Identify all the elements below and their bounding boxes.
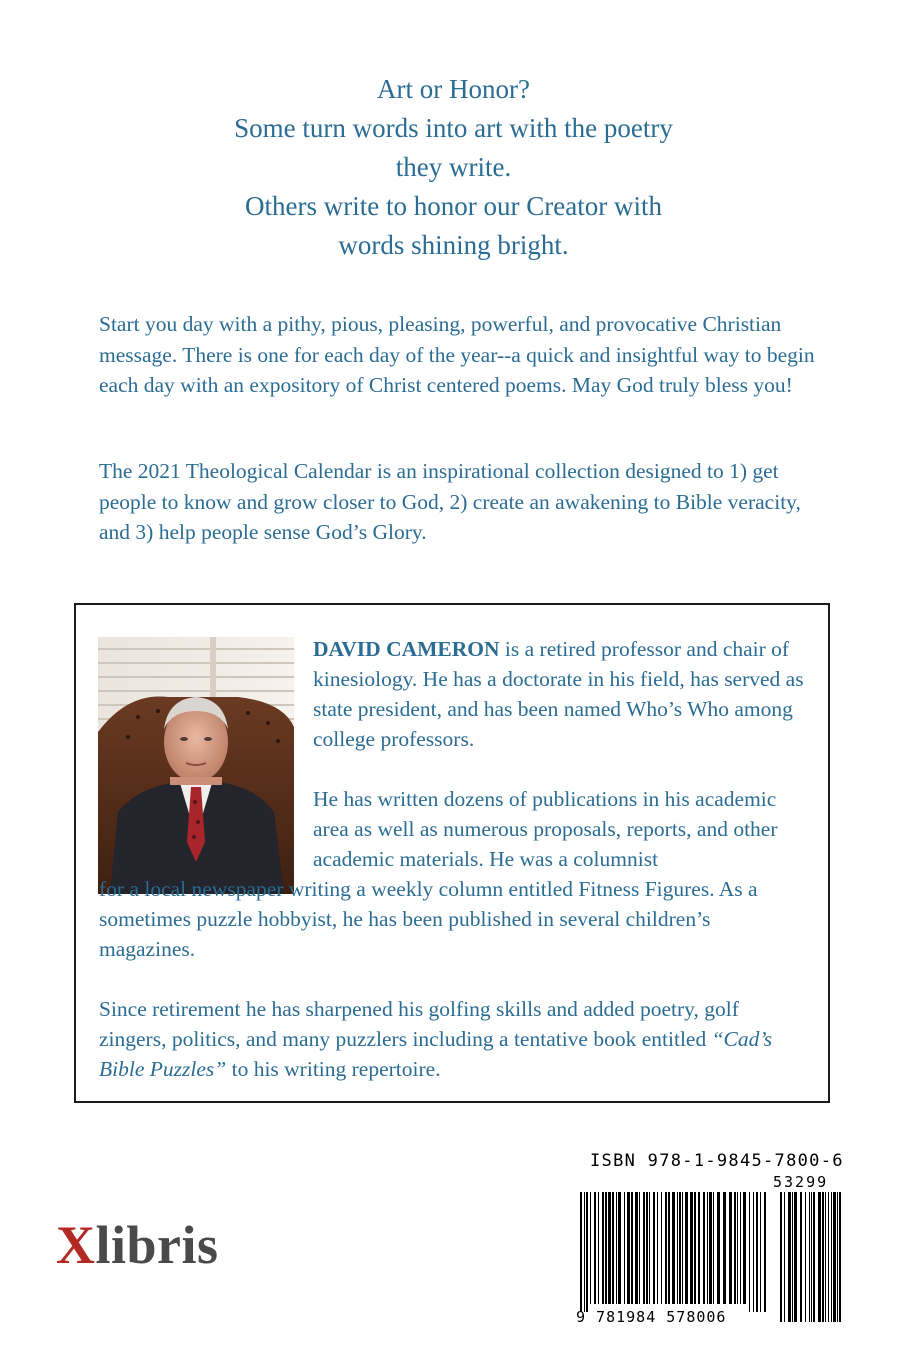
author-name: DAVID CAMERON	[313, 637, 500, 661]
barcode-addon-bar	[788, 1192, 791, 1322]
barcode-bar	[627, 1192, 630, 1304]
barcode-bar	[635, 1192, 638, 1304]
barcode-bar	[703, 1192, 705, 1304]
barcode-bar	[694, 1192, 696, 1304]
barcode-addon-bar	[813, 1192, 815, 1322]
isbn-label: ISBN 978-1-9845-7800-6	[590, 1151, 844, 1171]
isbn-digits: 9 781984 578006	[576, 1308, 727, 1326]
barcode-bar	[709, 1192, 712, 1304]
barcode-bar	[740, 1192, 741, 1304]
publisher-logo	[56, 1214, 219, 1276]
barcode-bar	[665, 1192, 667, 1304]
publisher-logo-x: X	[56, 1215, 96, 1275]
barcode-addon-bar	[831, 1192, 832, 1322]
barcode-bar	[682, 1192, 683, 1304]
barcode-addon-bar	[822, 1192, 824, 1322]
barcode-bar	[631, 1192, 633, 1304]
barcode-addon-bar	[800, 1192, 802, 1322]
barcode-addon-bar	[825, 1192, 826, 1322]
barcode-addon-bar	[809, 1192, 810, 1322]
barcode-addon-bar	[780, 1192, 782, 1322]
barcode-bar	[737, 1192, 738, 1304]
barcode-bar	[690, 1192, 693, 1304]
barcode-addon-bar	[792, 1192, 793, 1322]
barcode-addon-bar	[828, 1192, 829, 1322]
barcode-addon-bar	[837, 1192, 838, 1322]
barcode-bar	[602, 1192, 604, 1304]
poem-line: Art or Honor?	[377, 74, 530, 104]
barcode-bar	[657, 1192, 658, 1304]
barcode-addon-bar	[794, 1192, 797, 1322]
barcode-bar	[608, 1192, 611, 1304]
barcode-bar	[679, 1192, 681, 1304]
barcode-bar	[677, 1192, 678, 1304]
barcode-addon-bar	[839, 1192, 841, 1322]
barcode-addon-bar	[833, 1192, 836, 1322]
barcode-bar	[580, 1192, 582, 1312]
barcode-bar	[734, 1192, 736, 1304]
barcode-bar	[649, 1192, 650, 1304]
barcode-bar	[672, 1192, 675, 1304]
barcode-bar	[668, 1192, 670, 1304]
barcode-bar	[646, 1192, 648, 1304]
barcode-bar	[723, 1192, 726, 1304]
barcode-bar	[616, 1192, 617, 1304]
author-bio-paragraph-3	[99, 994, 811, 1084]
barcode-bar	[743, 1192, 746, 1304]
poem-line: Others write to honor our Creator with	[245, 191, 662, 221]
barcode-bar	[661, 1192, 662, 1304]
barcode-bar	[713, 1192, 714, 1304]
barcode-bar	[749, 1192, 750, 1312]
barcode-bar	[612, 1192, 614, 1304]
author-bio-p1-text: is a retired professor and chair of kinesiology. He has a doctorate in his field, has served as state president, and has been named Who’s Who among college professors.	[313, 637, 804, 751]
description-paragraph-1: Start you day with a pithy, pious, pleasing, powerful, and provocative Christian message. There is one for each day of the year--a quick and insightful way to begin each day with an expository of Christ centered poems. May God truly bless you!	[99, 312, 815, 397]
barcode-bar	[643, 1192, 645, 1304]
barcode-addon-bar	[818, 1192, 821, 1322]
poem-line: words shining bright.	[338, 230, 569, 260]
author-bio-first-lines	[99, 634, 811, 754]
author-bio-p3-before: Since retirement he has sharpened his golfing skills and added poetry, golf zingers, politics, and many puzzlers including a tentative book entitled	[99, 997, 739, 1051]
barcode-bar	[639, 1192, 640, 1304]
barcode-bar	[698, 1192, 700, 1304]
barcode-bar	[760, 1192, 761, 1312]
barcode-bar	[605, 1192, 607, 1304]
author-bio-p3-after: to his writing repertoire.	[226, 1057, 441, 1081]
barcode-bar	[756, 1192, 758, 1312]
poem	[120, 70, 787, 265]
barcode-bar	[598, 1192, 599, 1304]
barcode-bar	[624, 1192, 625, 1304]
barcode-bar	[717, 1192, 720, 1304]
barcode-bar	[653, 1192, 655, 1304]
author-bio-p2-text	[99, 784, 811, 961]
barcode-addon-bar	[805, 1192, 806, 1322]
author-bio-p2-indented: He has written dozens of publications in his academic area as well as numerous proposals, reports, and other academic materials. He was a columnist	[313, 787, 778, 871]
barcode-bar	[586, 1192, 588, 1312]
author-bio-paragraph-1	[99, 634, 811, 754]
poem-line: they write.	[395, 152, 512, 182]
barcode-bar	[685, 1192, 688, 1304]
barcode-bar	[729, 1192, 732, 1304]
barcode-bar	[753, 1192, 754, 1312]
barcode-addon-bar	[811, 1192, 812, 1322]
author-bio-paragraph-2	[99, 784, 811, 964]
barcode-bar	[707, 1192, 708, 1304]
barcode-bar	[764, 1192, 766, 1312]
author-bio-p2-rest: for a local newspaper writing a weekly column entitled Fitness Figures. As a sometimes puzzle hobbyist, he has been published in several children’s magazines.	[99, 877, 758, 961]
barcode-addon-bar	[784, 1192, 785, 1322]
publisher-logo-rest: libris	[95, 1215, 219, 1275]
barcode-bar	[618, 1192, 621, 1304]
poem-line: Some turn words into art with the poetry	[234, 113, 673, 143]
barcode-bar	[590, 1192, 591, 1304]
barcode-bar	[594, 1192, 596, 1304]
book-title: “Cad’s Bible Puzzles”	[99, 1027, 773, 1081]
barcode-bar	[584, 1192, 585, 1312]
description-paragraph-2: The 2021 Theological Calendar is an inspirational collection designed to 1) get people to know and grow closer to God, 2) create an awakening to Bible veracity, and 3) help people sense God’s Glory.	[99, 459, 801, 544]
price-code: 53299	[773, 1173, 829, 1191]
